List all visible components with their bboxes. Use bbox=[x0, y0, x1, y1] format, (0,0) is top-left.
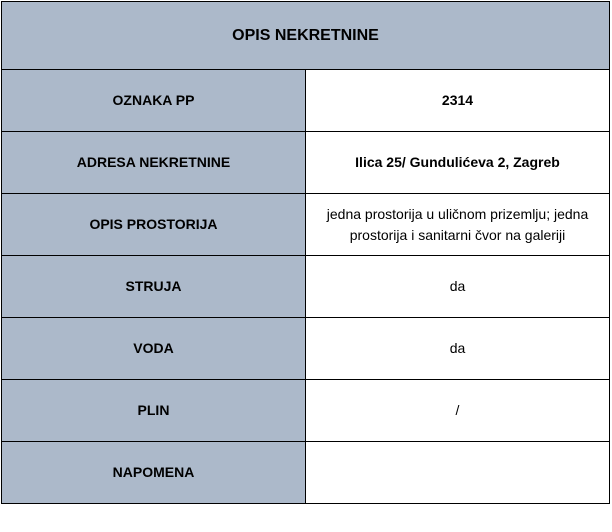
table-row-opis-prostorija bbox=[2, 194, 610, 256]
row-value-adresa-nekretnine: Ilica 25/ Gundulićeva 2, Zagreb bbox=[306, 132, 610, 194]
row-value-opis-prostorija: jedna prostorija u uličnom prizemlju; jedna prostorija i sanitarni čvor na galeriji bbox=[306, 194, 610, 256]
row-label-oznaka-pp: OZNAKA PP bbox=[2, 70, 306, 132]
row-label-voda: VODA bbox=[2, 318, 306, 380]
table-row-napomena bbox=[2, 442, 610, 504]
table-row-struja bbox=[2, 256, 610, 318]
row-label-plin: PLIN bbox=[2, 380, 306, 442]
row-label-adresa-nekretnine: ADRESA NEKRETNINE bbox=[2, 132, 306, 194]
row-value-napomena bbox=[306, 442, 610, 504]
row-value-oznaka-pp: 2314 bbox=[306, 70, 610, 132]
row-label-struja: STRUJA bbox=[2, 256, 306, 318]
table-title: OPIS NEKRETNINE bbox=[2, 2, 610, 70]
table-row-oznaka-pp bbox=[2, 70, 610, 132]
row-label-napomena: NAPOMENA bbox=[2, 442, 306, 504]
row-value-struja: da bbox=[306, 256, 610, 318]
row-value-voda: da bbox=[306, 318, 610, 380]
title-row bbox=[2, 2, 610, 70]
table-row-adresa-nekretnine bbox=[2, 132, 610, 194]
row-value-plin: / bbox=[306, 380, 610, 442]
row-label-opis-prostorija: OPIS PROSTORIJA bbox=[2, 194, 306, 256]
table-row-voda bbox=[2, 318, 610, 380]
table-row-plin bbox=[2, 380, 610, 442]
property-description-table bbox=[1, 1, 610, 504]
